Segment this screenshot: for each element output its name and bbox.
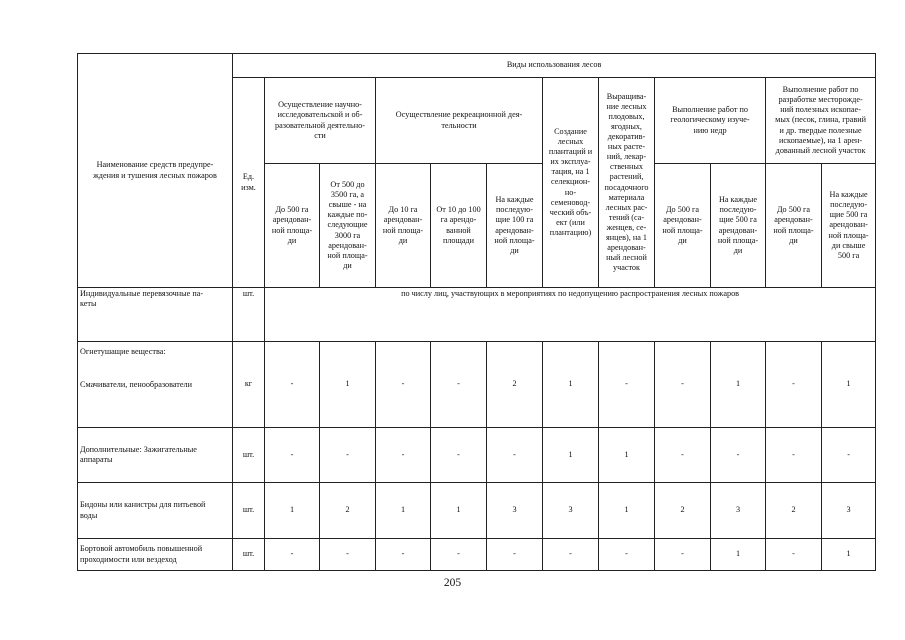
value-cell: 1 [599, 483, 655, 539]
header-science: Осуществление научно- исследовательской и об- разовательной деятельно- сти [265, 78, 376, 164]
value-cell: 2 [320, 483, 376, 539]
value-cell: - [766, 428, 822, 483]
value-cell: 2 [766, 483, 822, 539]
table-row [78, 288, 876, 342]
subheader-cell: До 500 га арендован- ной площа- ди [265, 164, 320, 288]
value-cell: - [599, 539, 655, 571]
value-cell: - [431, 428, 487, 483]
subheader-cell: От 500 до 3500 га, а свыше - на каждые по- следующие 3000 га арендован- ной площа- ди [320, 164, 376, 288]
value-cell: 3 [822, 483, 876, 539]
value-cell: - [766, 539, 822, 571]
value-cell: - [822, 428, 876, 483]
value-cell: - [599, 342, 655, 428]
table-row [78, 539, 876, 571]
value-cell: - [655, 539, 711, 571]
value-cell: - [376, 539, 431, 571]
table-row [78, 428, 876, 483]
fire-equipment-table [77, 53, 876, 571]
value-cell: 3 [543, 483, 599, 539]
value-cell: - [431, 539, 487, 571]
row-name: Бортовой автомобиль повышенной проходимости или вездеход [78, 539, 233, 571]
value-cell: 1 [711, 342, 766, 428]
value-cell: - [655, 428, 711, 483]
value-cell: 2 [487, 342, 543, 428]
header-geology: Выполнение работ по геологическому изуче- нию недр [655, 78, 766, 164]
value-cell: - [431, 342, 487, 428]
value-cell: 2 [655, 483, 711, 539]
header-mining: Выполнение работ по разработке месторожде- ний полезных ископае- мых (песок, глина, гравий и др. твердые полезные ископаемые), на 1 арен- дованный лесной участок [766, 78, 876, 164]
value-cell: 3 [487, 483, 543, 539]
table-row [78, 342, 876, 428]
value-cell: 1 [822, 342, 876, 428]
value-cell: 1 [822, 539, 876, 571]
page-number: 205 [443, 577, 462, 589]
value-cell: - [487, 539, 543, 571]
header-unit-column: Ед. изм. [233, 78, 265, 288]
value-cell: - [711, 428, 766, 483]
value-cell: 1 [599, 428, 655, 483]
merged-note: по числу лиц, участвующих в мероприятиях по недопущению распространения лесных пожаров [265, 288, 876, 342]
header-growing: Выращива- ние лесных плодовых, ягодных, декоратив- ных расте- ний, лекар- ственных растений, посадочного материала лесных рас- тений (са- женцев, се- янцев), на 1 арендован- ный лесной участок [599, 78, 655, 288]
subheader-cell: До 500 га арендован- ной площа- ди [766, 164, 822, 288]
value-cell: 1 [320, 342, 376, 428]
row-unit: кг [233, 342, 265, 428]
subheader-cell: На каждые последую- щие 100 га арендован- ной площа- ди [487, 164, 543, 288]
table-row [78, 483, 876, 539]
row-unit: шт. [233, 288, 265, 342]
header-name-column: Наименование средств предупре- ждения и тушения лесных пожаров [78, 54, 233, 288]
value-cell: - [487, 428, 543, 483]
row-unit: шт. [233, 539, 265, 571]
value-cell: 1 [376, 483, 431, 539]
subheader-cell: На каждые последую- щие 500 га арендован- ной площа- ди [711, 164, 766, 288]
subheader-cell: На каждые последую- щие 500 га арендован- ной площа- ди свыше 500 га [822, 164, 876, 288]
value-cell: - [655, 342, 711, 428]
group-label: Огнетушащие вещества: [80, 347, 166, 356]
value-cell: - [376, 342, 431, 428]
value-cell: - [543, 539, 599, 571]
value-cell: 3 [711, 483, 766, 539]
value-cell: 1 [265, 483, 320, 539]
subheader-cell: От 10 до 100 га арендо- ванной площади [431, 164, 487, 288]
header-plantations: Создание лесных плантаций и их эксплуа- тация, на 1 селекцион- но- семеновод- ческий объ- ект (или плантацию) [543, 78, 599, 288]
row-unit: шт. [233, 483, 265, 539]
header-use-types: Виды использования лесов [233, 54, 876, 78]
header-recreation: Осуществление рекреационной дея- тельности [376, 78, 543, 164]
value-cell: - [376, 428, 431, 483]
row-name-cell [78, 342, 233, 428]
value-cell: - [766, 342, 822, 428]
row-name: Дополнительные: Зажигательные аппараты [78, 428, 233, 483]
row-name: Смачиватели, пенообразователи [80, 380, 192, 389]
value-cell: - [320, 428, 376, 483]
row-name: Бидоны или канистры для питьевой воды [78, 483, 233, 539]
value-cell: - [265, 428, 320, 483]
value-cell: 1 [543, 428, 599, 483]
subheader-cell: До 10 га арендован- ной площа- ди [376, 164, 431, 288]
value-cell: - [320, 539, 376, 571]
value-cell: 1 [711, 539, 766, 571]
row-name: Индивидуальные перевязочные па- кеты [78, 288, 233, 342]
value-cell: - [265, 539, 320, 571]
value-cell: - [265, 342, 320, 428]
value-cell: 1 [431, 483, 487, 539]
subheader-cell: До 500 га арендован- ной площа- ди [655, 164, 711, 288]
row-unit: шт. [233, 428, 265, 483]
value-cell: 1 [543, 342, 599, 428]
